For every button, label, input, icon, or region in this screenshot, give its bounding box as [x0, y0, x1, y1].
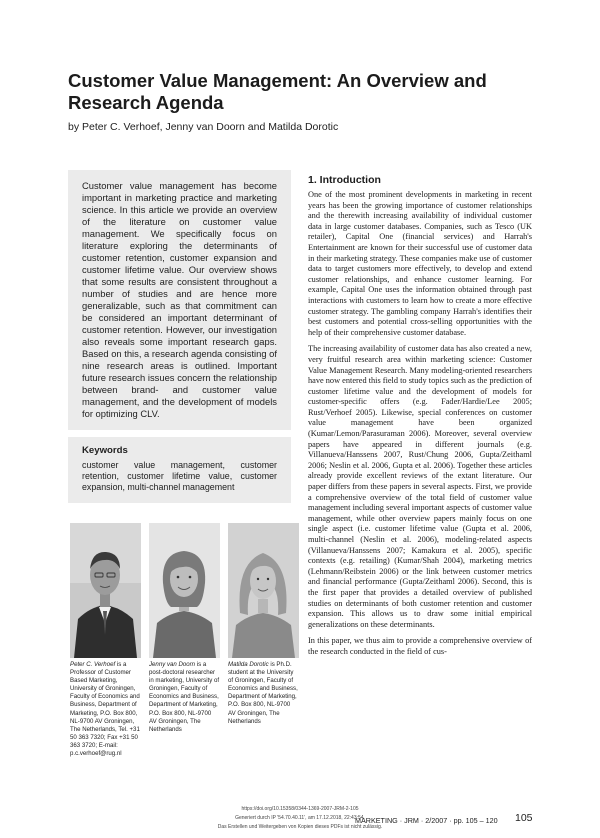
abstract-box: [68, 170, 291, 430]
authors-line: by Peter C. Verhoef, Jenny van Doorn and Matilda Dorotic: [68, 121, 339, 133]
author-bio-name: Jenny van Doorn: [149, 661, 196, 668]
keywords-heading: Keywords: [82, 445, 128, 456]
author-bio-dorotic: [228, 661, 299, 726]
section-heading: 1. Introduction: [308, 174, 381, 186]
doi-link[interactable]: https://doi.org/10.15358/0344-1369-2007-JRM-2-105: [241, 806, 359, 812]
author-photo-verhoef: [70, 523, 141, 658]
abstract-text: Customer value management has become important in marketing practice and marketing science. In this article we provide an overview of the literature on customer value management. We specifically focus on literature exploring the determinants of customer retention, customer expansion and customer lifetime value. Our overview shows that some results are consistent throughout a number of studies and are hence more generalizable, such as that commitment can be considered an important determinant of customer retention. However, our investigation also reveals some important research gaps. Based on this, a research agenda consisting of nine research areas is outlined. Important future research issues concern the relationship between brand- and customer value management, and the development of models for optimizing CLV.: [82, 180, 277, 419]
download-notice: Generiert durch IP '54.70.40.11', am 17.12.2018, 22:43:54.: [235, 815, 365, 821]
article-title: Customer Value Management: An Overview and Research Agenda: [68, 70, 487, 113]
body-column: [308, 190, 532, 664]
body-paragraph: One of the most prominent developments in marketing in recent years has been the growing importance of customer relationships and the therewith increasing availability of individual customer data in large customer databases. Companies, such as Tesco (UK retailer), Capital One (financial services) and Harrah's Entertainment are known for their successful use of customer data in their marketing strategy. These companies make use of customer data to target customers more effectively, to develop and extend customer relationships, and enhance customer learning. For example, Capital One uses the information obtained through past interactions with customers to learn how to create a more effective customer strategy. The gambling company Harrah's identifies their best customers and potential cross-selling opportunities with the help of their comprehensive customer database.: [308, 190, 532, 337]
keywords-text: customer value management, customer retention, customer lifetime value, customer expansion, multi-channel management: [82, 460, 277, 492]
author-bio-van-doorn: [149, 661, 220, 734]
author-bio-name: Matilda Dorotic: [228, 661, 269, 668]
author-photo-dorotic: [228, 523, 299, 658]
body-paragraph: In this paper, we thus aim to provide a comprehensive overview of the research conducted in the field of cus-: [308, 636, 532, 656]
journal-footer: MARKETING · JRM · 2/2007 · pp. 105 – 120: [355, 816, 498, 825]
author-bio-text: is a Professor of Customer Based Marketing, University of Groningen, Faculty of Economics and Business, Department of Marketing, P.O. Box 800, NL-9700 AV Groningen, The Netherlands, Tel. +31 50 363 7320; Fax +31 50 363 3720; E-mail: p.c.verhoef@rug.nl: [70, 661, 140, 758]
author-photo-van-doorn: [149, 523, 220, 658]
author-bio-name: Peter C. Verhoef: [70, 661, 116, 668]
copyright-notice: Das Erstellen und Weitergeben von Kopien dieses PDFs ist nicht zulässig.: [217, 824, 383, 830]
keywords-box: [68, 437, 291, 503]
author-bio-text: is a post-doctoral researcher in marketing, University of Groningen, Faculty of Economics and Business, Department of Marketing, P.O. Box 800, NL-9700 AV Groningen, The Netherlands: [149, 661, 220, 733]
author-bio-text: is Ph.D. student at the University of Groningen, Faculty of Economics and Business, Department of Marketing, P.O. Box 800, NL-9700 AV Groningen, The Netherlands: [228, 661, 298, 725]
body-paragraph: The increasing availability of customer data has also created a new, very fruitful research area within marketing science: Customer Value Management Research. Many modeling-oriented researchers have now entered this field to study topics such as the prediction of customer lifetime value and the development of models for customer-specific offers (e.g. Fader/Hardie/Lee 2005; Rust/Verhoef 2005). Likewise, special conferences on customer value management have been organized (Kumar/Lemon/Parasuraman 2006). Moreover, several overview papers have appeared in different journals (e.g. Villanueva/Hanssens 2007, Rust/Chung 2006, Gupta/Zeithaml 2006; Neslin et al. 2006, Gupta et al. 2006). Together these articles already provide excellent reviews of the extant literature. Our paper differs from these papers in several aspects. First, we provide a comprehensive overview of the total field of customer value management including several important aspects of customer value management, while other overview papers mainly focus on one single aspect (i.e. customer lifetime value (Gupta et al. 2006, multi-channel (Neslin et al. 2006), modeling-related aspects (Villanueva/Hanssens 2007; Kamakura et al. 2005), specific contexts (e.g. retailing) (Kumar/Shah 2004), marketing metrics (Lehmann/Reibstein 2006) or the link between customer metrics and financial performance (Gupta/Zeithaml 2006). Second, this is the first paper that provides a detailed overview of published studies on determinants of both customer retention and customer expansion. This allows us to draw some initial empirical generalizations on these determinants.: [308, 344, 532, 629]
page-number: 105: [515, 812, 533, 824]
author-bio-verhoef: [70, 661, 141, 758]
